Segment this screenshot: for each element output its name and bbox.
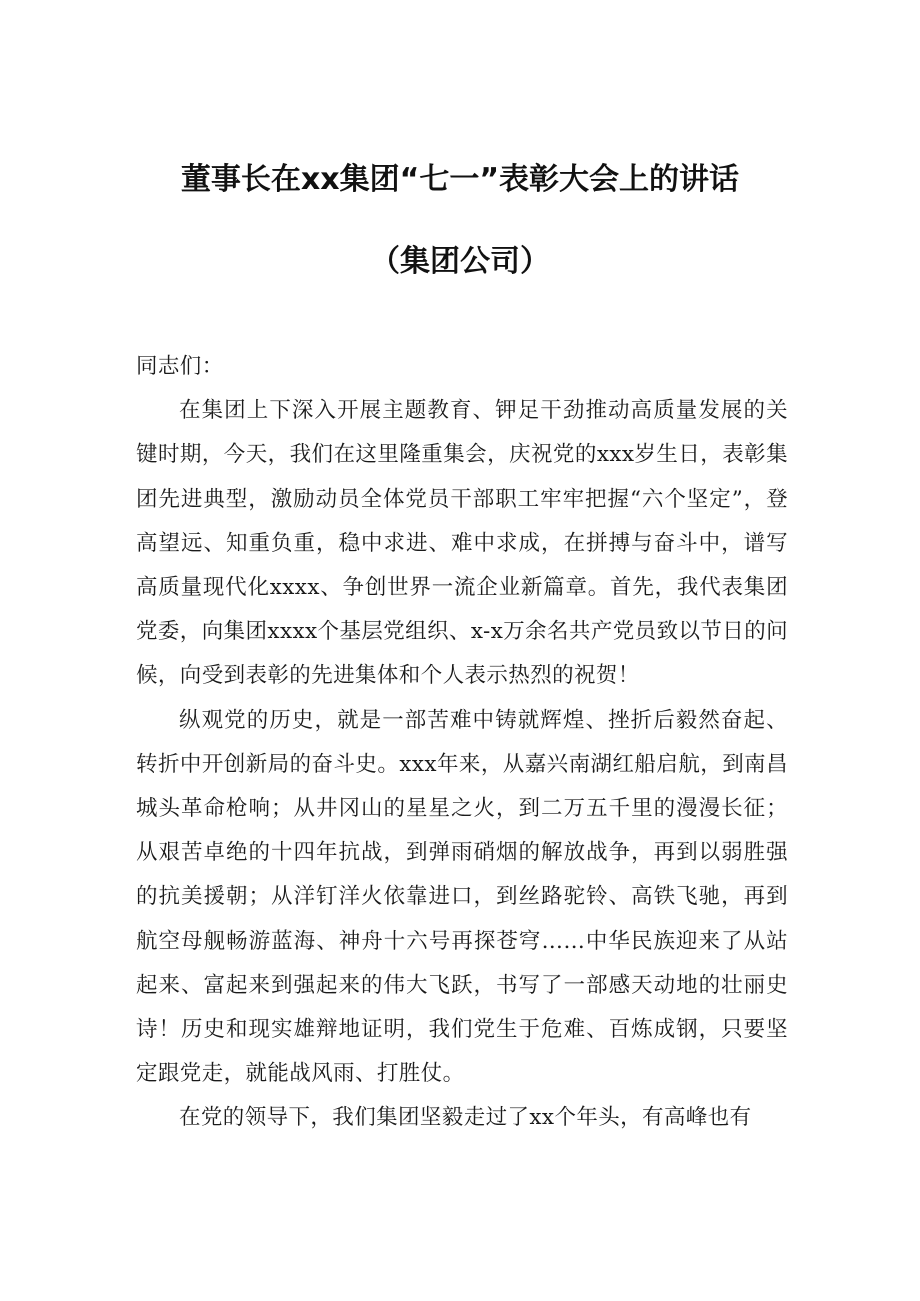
salutation: 同志们： bbox=[136, 354, 224, 379]
document-subtitle: （集团公司） bbox=[370, 244, 550, 279]
paragraph-2: 纵观党的历史，就是一部苦难中铸就辉煌、挫折后毅然奋起、转折中开创新局的奋斗史。xxx年来，从嘉兴南湖红船启航，到南昌城头革命枪响；从井冈山的星星之火，到二万五千里的漫漫长征；从艰苦卓绝的十四年抗战，到弹雨硝烟的解放战争，再到以弱胜强的抗美援朝；从洋钉洋火依靠进口，到丝路驼铃、高铁飞驰，再到航空母舰畅游蓝海、神舟十六号再探苍穹……中华民族迎来了从站起来、富起来到强起来的伟大飞跃，书写了一部感天动地的壮丽史诗！历史和现实雄辩地证明，我们党生于危难、百炼成钢，只要坚定跟党走，就能战风雨、打胜仗。 bbox=[136, 707, 788, 1087]
document-title: 董事长在xx集团“七一”表彰大会上的讲话 bbox=[180, 162, 740, 197]
paragraph-1: 在集团上下深入开展主题教育、钾足干劲推动高质量发展的关键时期，今天，我们在这里隆重集会，庆祝党的xxx岁生日，表彰集团先进典型，激励动员全体党员干部职工牢牢把握“六个坚定”，登高望远、知重负重，稳中求进、难中求成，在拼搏与奋斗中，谱写高质量现代化xxxx、争创世界一流企业新篇章。首先，我代表集团党委，向集团xxxx个基层党组织、x-x万余名共产党员致以节日的问候，向受到表彰的先进集体和个人表示热烈的祝贺！ bbox=[136, 398, 788, 689]
document-body bbox=[136, 345, 788, 1141]
paragraph-3: 在党的领导下，我们集团坚毅走过了xx个年头，有高峰也有 bbox=[179, 1105, 752, 1131]
